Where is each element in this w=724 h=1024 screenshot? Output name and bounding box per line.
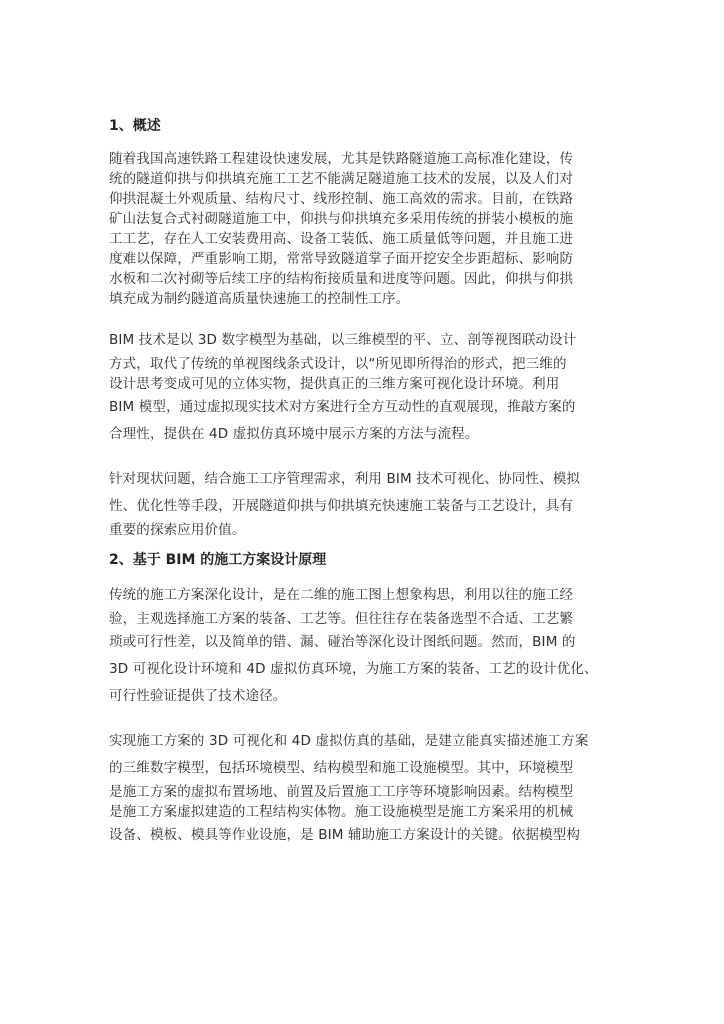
text-line: 工工艺，存在人工安装费用高、设备工装低、施工质量低等问题，并且施工进 <box>109 231 574 247</box>
text-line: 合理性，提供在 4D 虚拟仿真环境中展示方案的方法与流程。 <box>109 426 479 442</box>
text-line: 矿山法复合式衬砌隧道施工中，仰拱与仰拱填充多采用传统的拼装小模板的施 <box>109 211 574 227</box>
text-line: 针对现状问题，结合施工工序管理需求，利用 BIM 技术可视化、协同性、模拟 <box>109 471 581 487</box>
text-line: 琐或可行性差，以及简单的错、漏、碰治等深化设计图纸问题。然而，BIM 的 <box>109 634 576 650</box>
text-line: 设计思考变成可见的立体实物，提供真正的三维方案可视化设计环境。利用 <box>109 376 560 392</box>
paragraph-background <box>109 149 621 309</box>
text-line: 可行性验证提供了技术途径。 <box>109 688 287 704</box>
text-line: 性、优化性等手段，开展隧道仰拱与仰拱填充快速施工装备与工艺设计，具有 <box>109 498 574 514</box>
text-line: BIM 技术是以 3D 数字模型为基础，以三维模型的平、立、剖等视图联动设计 <box>109 332 577 348</box>
text-line: 传统的施工方案深化设计，是在二维的施工图上想象构思，利用以往的施工经 <box>109 587 574 603</box>
text-line: 水板和二次衬砌等后续工序的结构衔接质量和进度等问题。因此，仰拱与仰拱 <box>109 271 574 287</box>
text-line: BIM 模型，通过虚拟现实技术对方案进行全方互动性的直观展现，推敲方案的 <box>109 399 576 415</box>
text-line: 验，主观选择施工方案的装备、工艺等。但往往存在装备选型不合适、工艺繁 <box>109 611 574 627</box>
paragraph-3d-4d-basis <box>109 728 621 849</box>
text-line: 填充成为制约隧道高质量快速施工的控制性工序。 <box>109 291 410 307</box>
text-line: 的三维数字模型，包括环境模型、结构模型和施工设施模型。其中，环境模型 <box>109 760 574 776</box>
text-line: 仰拱混凝土外观质量、结构尺寸、线形控制、施工高效的需求。目前，在铁路 <box>109 191 574 207</box>
text-line: 重要的探索应用价值。 <box>109 522 246 538</box>
text-line: 随着我国高速铁路工程建设快速发展，尤其是铁路隧道施工高标准化建设，传 <box>109 151 574 167</box>
text-line: 方式，取代了传统的单视图线条式设计，以“所见即所得治的形式，把三维的 <box>109 356 567 372</box>
text-line: 实现施工方案的 3D 可视化和 4D 虚拟仿真的基础，是建立能真实描述施工方案 <box>109 733 589 749</box>
paragraph-traditional-design <box>109 582 621 710</box>
paragraph-current-issues <box>109 466 621 540</box>
text-line: 是施工方案的虚拟布置场地、前置及后置施工工序等环境影响因素。结构模型 <box>109 784 574 800</box>
text-line: 统的隧道仰拱与仰拱填充施工工艺不能满足隧道施工技术的发展，以及人们对 <box>109 171 574 187</box>
document-body <box>109 116 621 849</box>
section-heading-bim-principle: 2、基于 BIM 的施工方案设计原理 <box>109 552 327 568</box>
text-line: 设备、模板、模具等作业设施，是 BIM 辅助施工方案设计的关键。依据模型构 <box>109 827 581 843</box>
text-line: 3D 可视化设计环境和 4D 虚拟仿真环境，为施工方案的装备、工艺的设计优化、 <box>109 661 598 677</box>
paragraph-bim-technology <box>109 327 621 448</box>
text-line: 是施工方案虚拟建造的工程结构实体物。施工设施模型是施工方案采用的机械 <box>109 804 574 820</box>
section-heading-overview: 1、概述 <box>109 118 161 134</box>
text-line: 度难以保障，严重影响工期，常常导致隧道掌子面开挖安全步距超标、影响防 <box>109 251 574 267</box>
